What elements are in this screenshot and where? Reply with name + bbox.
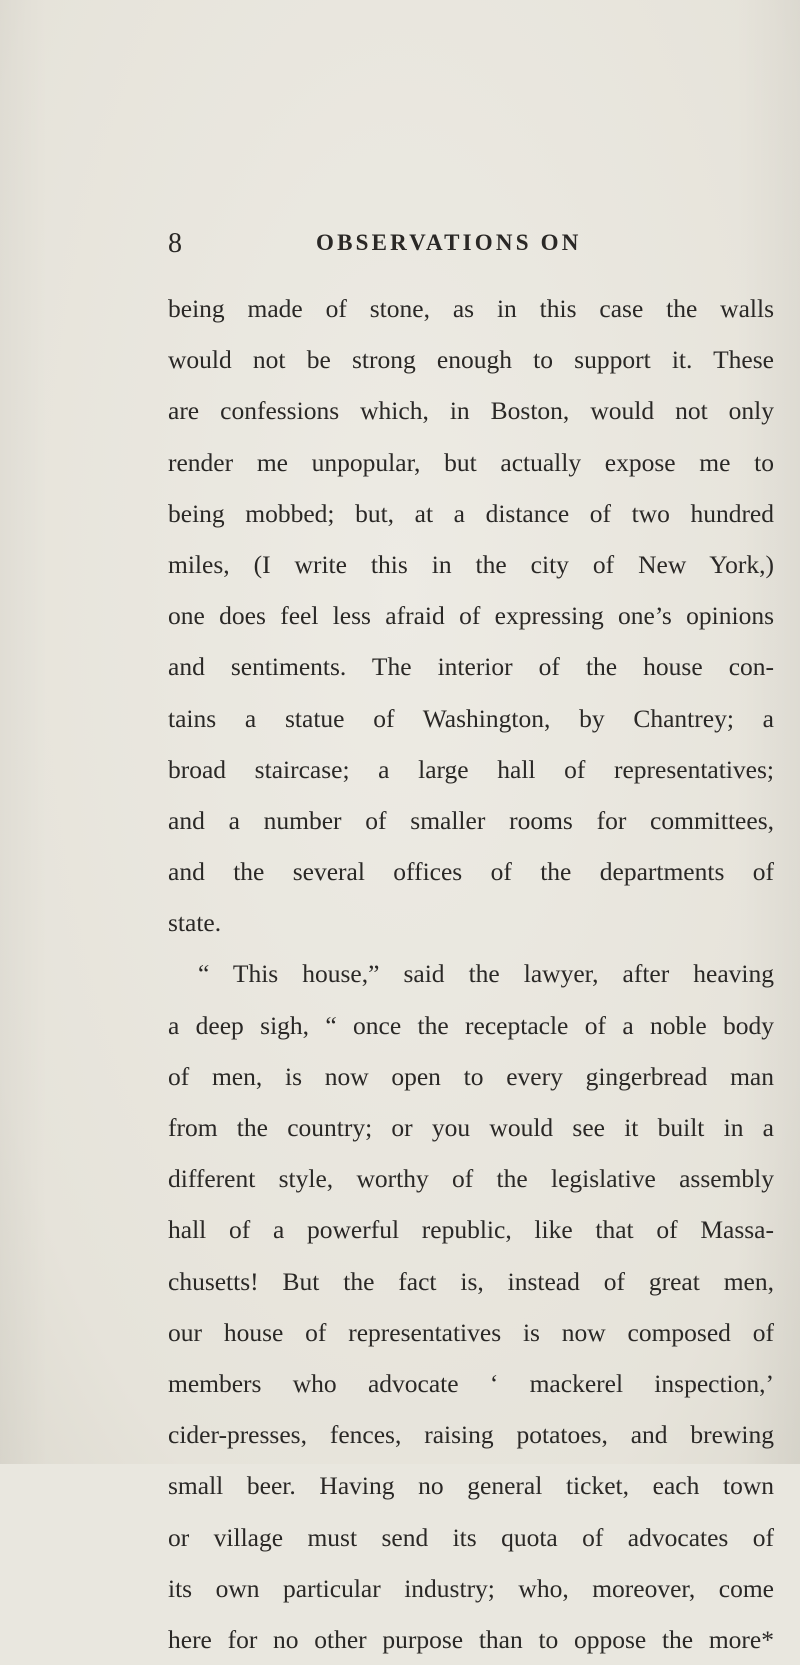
text-line: of men, is now open to every gingerbread man <box>168 1061 774 1091</box>
text-line: one does feel less afraid of expressing one’s opinions <box>168 601 774 631</box>
text-line: a deep sigh, “ once the receptacle of a noble body <box>168 1010 774 1040</box>
text-line: different style, worthy of the legislative assembly <box>168 1164 774 1194</box>
text-line: are confessions which, in Boston, would not only <box>168 396 774 426</box>
text-line: or village must send its quota of advocates of <box>168 1522 774 1552</box>
text-line: broad staircase; a large hall of representatives; <box>168 754 774 784</box>
text-line: render me unpopular, but actually expose me to <box>168 447 774 477</box>
text-line: being mobbed; but, at a distance of two hundred <box>168 498 774 528</box>
text-line: state. <box>168 908 222 938</box>
text-line: miles, (I write this in the city of New York,) <box>168 549 774 579</box>
body-text <box>168 283 774 1665</box>
text-line: and the several offices of the departments of <box>168 857 774 887</box>
text-line: cider-presses, fences, raising potatoes, and brewing <box>168 1420 774 1450</box>
text-line: members who advocate ‘ mackerel inspection,’ <box>168 1368 774 1398</box>
text-line: hall of a powerful republic, like that of Massa- <box>168 1215 774 1245</box>
text-line: small beer. Having no general ticket, each town <box>168 1471 774 1501</box>
text-line: our house of representatives is now composed of <box>168 1317 774 1347</box>
text-line: here for no other purpose than to oppose the more* <box>168 1624 774 1654</box>
text-line: “ This house,” said the lawyer, after heaving <box>198 959 774 989</box>
page-header <box>0 228 800 268</box>
running-head: OBSERVATIONS ON <box>316 230 582 255</box>
text-line: and sentiments. The interior of the house con- <box>168 652 774 682</box>
text-line: from the country; or you would see it built in a <box>168 1113 774 1142</box>
page-number: 8 <box>168 228 183 259</box>
text-line: chusetts! But the fact is, instead of great men, <box>168 1266 774 1296</box>
text-line: tains a statue of Washington, by Chantrey; a <box>168 703 774 733</box>
text-line: its own particular industry; who, moreover, come <box>168 1573 774 1603</box>
text-line: would not be strong enough to support it. These <box>168 345 774 375</box>
text-line: being made of stone, as in this case the walls <box>168 294 774 323</box>
text-line: and a number of smaller rooms for committees, <box>168 805 774 835</box>
